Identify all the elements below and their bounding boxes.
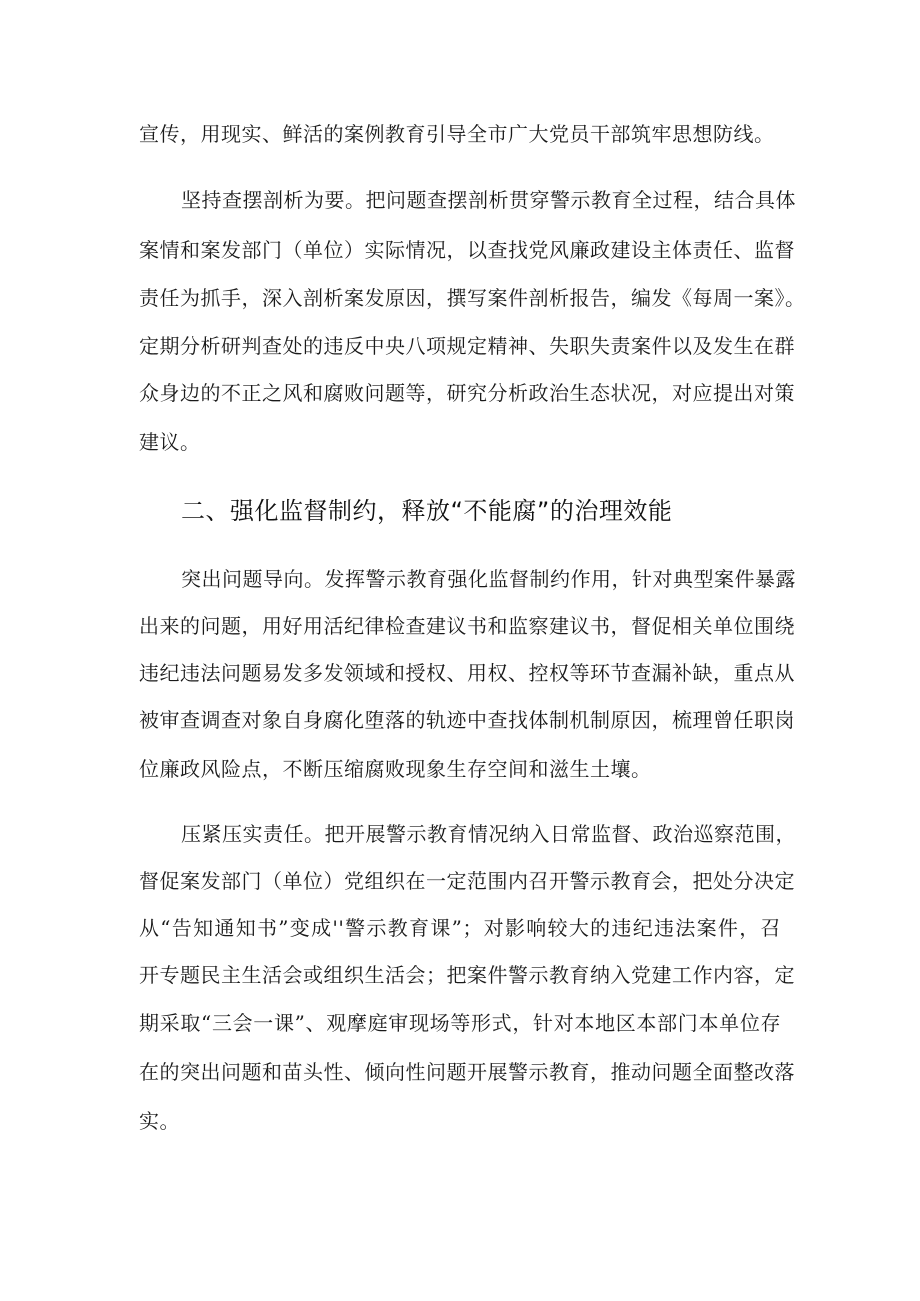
paragraph-line: 从“告知通知书”变成''警示教育课”；对影响较大的违纪违法案件，召 [139, 916, 781, 940]
paragraph-line: 督促案发部门（单位）党组织在一定范围内召开警示教育会，把处分决定 [139, 869, 795, 893]
paragraph-line: 被审查调查对象自身腐化堕落的轨迹中查找体制机制原因，梳理曾任职岗 [139, 708, 795, 732]
section-heading: 二、强化监督制约，释放“不能腐”的治理效能 [181, 497, 673, 525]
paragraph-line: 位廉政风险点，不断压缩腐败现象生存空间和滋生土壤。 [139, 757, 652, 781]
paragraph-line: 出来的问题，用好用活纪律检查建议书和监察建议书，督促相关单位围绕 [139, 614, 795, 638]
paragraph-line: 宣传，用现实、鲜活的案例教育引导全市广大党员干部筑牢思想防线。 [139, 122, 775, 146]
paragraph-line: 建议。 [139, 430, 201, 454]
paragraph-line: 开专题民主生活会或组织生活会；把案件警示教育纳入党建工作内容，定 [139, 963, 795, 987]
paragraph-line: 责任为抓手，深入剖析案发原因，撰写案件剖析报告，编发《每周一案》。 [139, 286, 806, 310]
paragraph-line: 坚持查摆剖析为要。把问题查摆剖析贯穿警示教育全过程，结合具体 [181, 188, 796, 212]
paragraph-line: 实。 [139, 1109, 180, 1133]
paragraph-line: 违纪违法问题易发多发领域和授权、用权、控权等环节查漏补缺，重点从 [139, 661, 795, 685]
paragraph-line: 在的突出问题和苗头性、倾向性问题开展警示教育，推动问题全面整改落 [139, 1060, 795, 1084]
paragraph-line: 压紧压实责任。把开展警示教育情况纳入日常监督、政治巡察范围， [181, 822, 796, 846]
paragraph-line: 期采取“三会一课”、观摩庭审现场等形式，针对本地区本部门本单位存 [139, 1011, 781, 1035]
paragraph-line: 众身边的不正之风和腐败问题等，研究分析政治生态状况，对应提出对策 [139, 381, 795, 405]
paragraph-line: 突出问题导向。发挥警示教育强化监督制约作用，针对典型案件暴露 [181, 567, 796, 591]
paragraph-line: 定期分析研判查处的违反中央八项规定精神、失职失责案件以及发生在群 [139, 334, 795, 358]
paragraph-line: 案情和案发部门（单位）实际情况，以查找党风廉政建设主体责任、监督 [139, 238, 795, 262]
